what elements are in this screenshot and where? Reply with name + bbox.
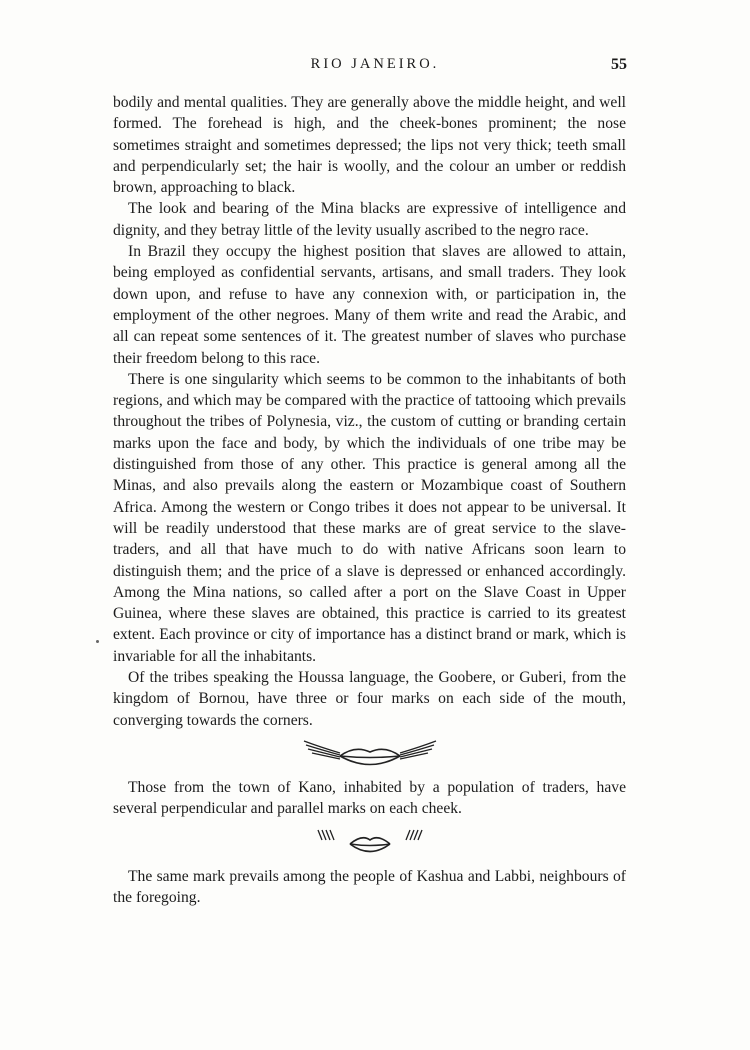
paragraph-mina-bearing: The look and bearing of the Mina blacks are expressive of intelligence and dignity, and they betray little of the levity usually ascribed to the negro race. [113, 200, 626, 239]
body-text [113, 92, 626, 908]
paragraph-tattoo-marks: There is one singularity which seems to be common to the inhabitants of both regions, and which may be compared with the practice of tattooing which prevails throughout the tribes of Polynesia, viz., the custom of cutting or branding certain marks upon the face and body, by which the individuals of one tribe may be distinguished from those of any other. This practice is general among all the Minas, and also prevails along the eastern or Mozambique coast of Southern Africa. Among the western or Congo tribes it does not appear to be universal. It will be readily understood that these marks are of great service to the slave-traders, and all that have much to do with native Africans soon learn to distinguish them; and the price of a slave is depressed or enhanced accordingly. Among the Mina nations, so called after a port on the Slave Coast in Upper Guinea, where these slaves are obtained, this practice is carried to its greatest extent. Each province or city of importance has a distinct brand or mark, which is invariable for all the inhabitants. [113, 370, 626, 665]
lips-drawing [350, 837, 390, 851]
page-number: 55 [611, 56, 627, 73]
left-parallel-marks [318, 830, 334, 840]
paragraph-goobere-marks: Of the tribes speaking the Houssa language, the Goobere, or Guberi, from the kingdom of Bornou, have three or four marks on each side of the mouth, converging towards the corners. [113, 669, 626, 729]
paragraph-brazil-position: In Brazil they occupy the highest position that slaves are allowed to attain, being employed as confidential servants, artisans, and small traders. They look down upon, and refuse to have any connexion with, or participation in, the employment of the other negroes. Many of them write and read the Arabic, and all can repeat some sentences of it. The greatest number of slaves who purchase their freedom belong to this race. [113, 243, 626, 367]
paragraph-kano-marks: Those from the town of Kano, inhabited by a population of traders, have several perpendicular and parallel marks on each cheek. [113, 778, 626, 818]
right-cheek-marks [400, 741, 436, 759]
right-parallel-marks [406, 830, 422, 840]
left-cheek-marks [304, 741, 340, 759]
paragraph-kashua-labbi: The same mark prevails among the people of Kashua and Labbi, neighbours of the foregoing. [113, 867, 626, 906]
paragraph-continued: bodily and mental qualities. They are generally above the middle height, and well formed. The forehead is high, and the cheek-bones prominent; the nose sometimes straight and sometimes depressed; the lips not very thick; teeth small and perpendicularly set; the hair is woolly, and the colour an umber or reddish brown, approaching to black. [113, 94, 626, 197]
goobere-mouth-marks-illustration [113, 737, 626, 773]
page-header [0, 56, 750, 78]
ink-speck [96, 640, 99, 643]
running-head: RIO JANEIRO. [310, 56, 440, 72]
lips-drawing [340, 749, 400, 764]
kano-cheek-marks-illustration [113, 826, 626, 860]
